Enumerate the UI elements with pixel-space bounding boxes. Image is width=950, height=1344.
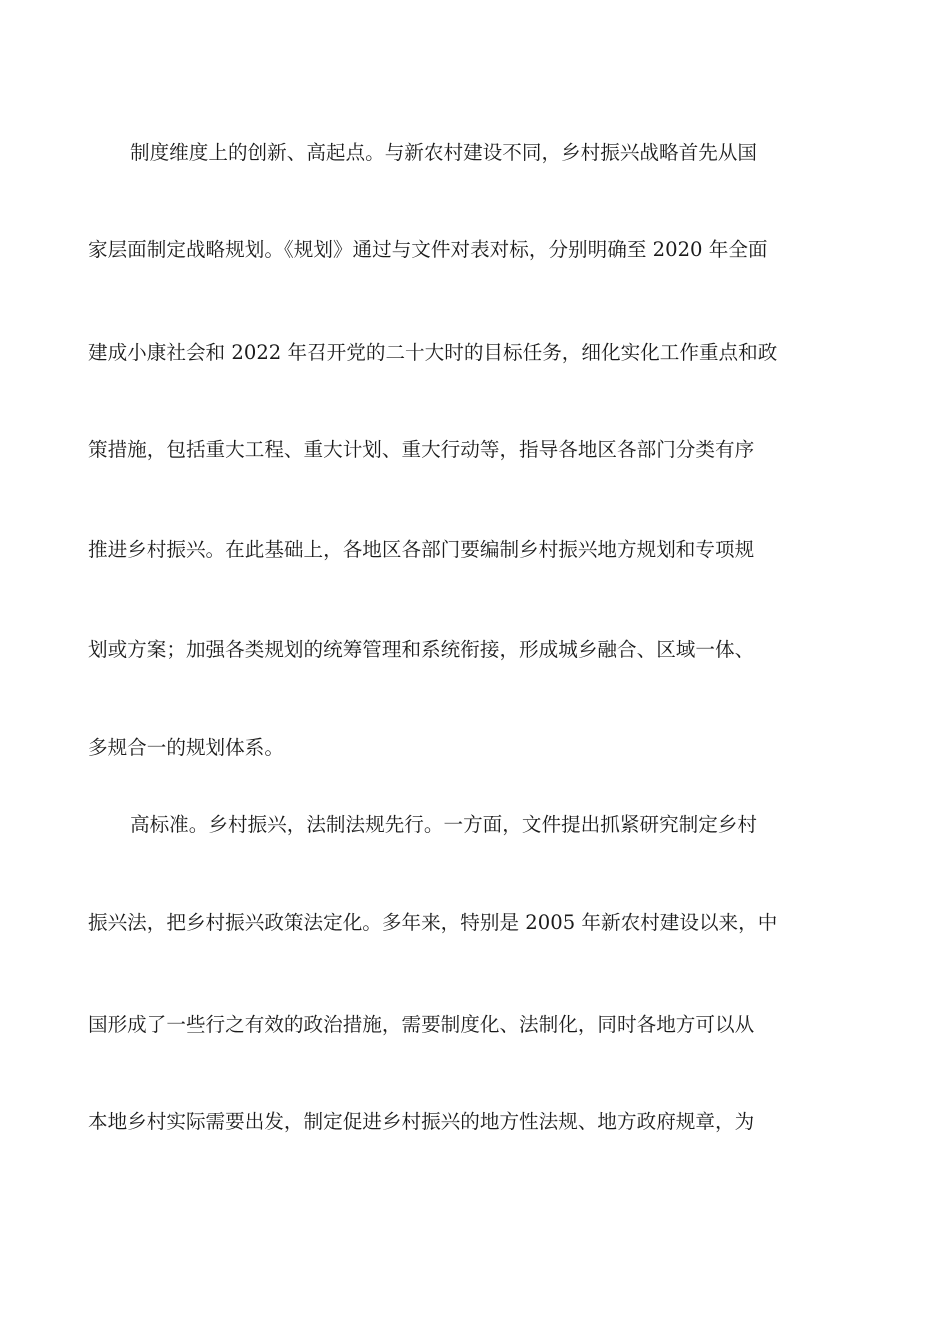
text-line: 本地乡村实际需要出发，制定促进乡村振兴的地方性法规、地方政府规章，为 — [88, 1110, 755, 1133]
text-line: 制度维度上的创新、高起点。与新农村建设不同，乡村振兴战略首先从国 — [130, 141, 757, 164]
text-line: 划或方案；加强各类规划的统筹管理和系统衔接，形成城乡融合、区域一体、 — [88, 638, 755, 661]
text-line: 家层面制定战略规划。《规划》通过与文件对表对标，分别明确至 2020 年全面 — [88, 238, 768, 261]
text-line: 振兴法，把乡村振兴政策法定化。多年来，特别是 2005 年新农村建设以来，中 — [88, 911, 778, 934]
text-line: 多规合一的规划体系。 — [88, 736, 284, 759]
text-line: 高标准。乡村振兴，法制法规先行。一方面，文件提出抓紧研究制定乡村 — [130, 813, 757, 836]
text-line: 策措施，包括重大工程、重大计划、重大行动等，指导各地区各部门分类有序 — [88, 438, 755, 461]
text-line: 推进乡村振兴。在此基础上，各地区各部门要编制乡村振兴地方规划和专项规 — [88, 538, 755, 561]
text-line: 国形成了一些行之有效的政治措施，需要制度化、法制化，同时各地方可以从 — [88, 1013, 755, 1036]
text-line: 建成小康社会和 2022 年召开党的二十大时的目标任务，细化实化工作重点和政 — [88, 341, 778, 364]
